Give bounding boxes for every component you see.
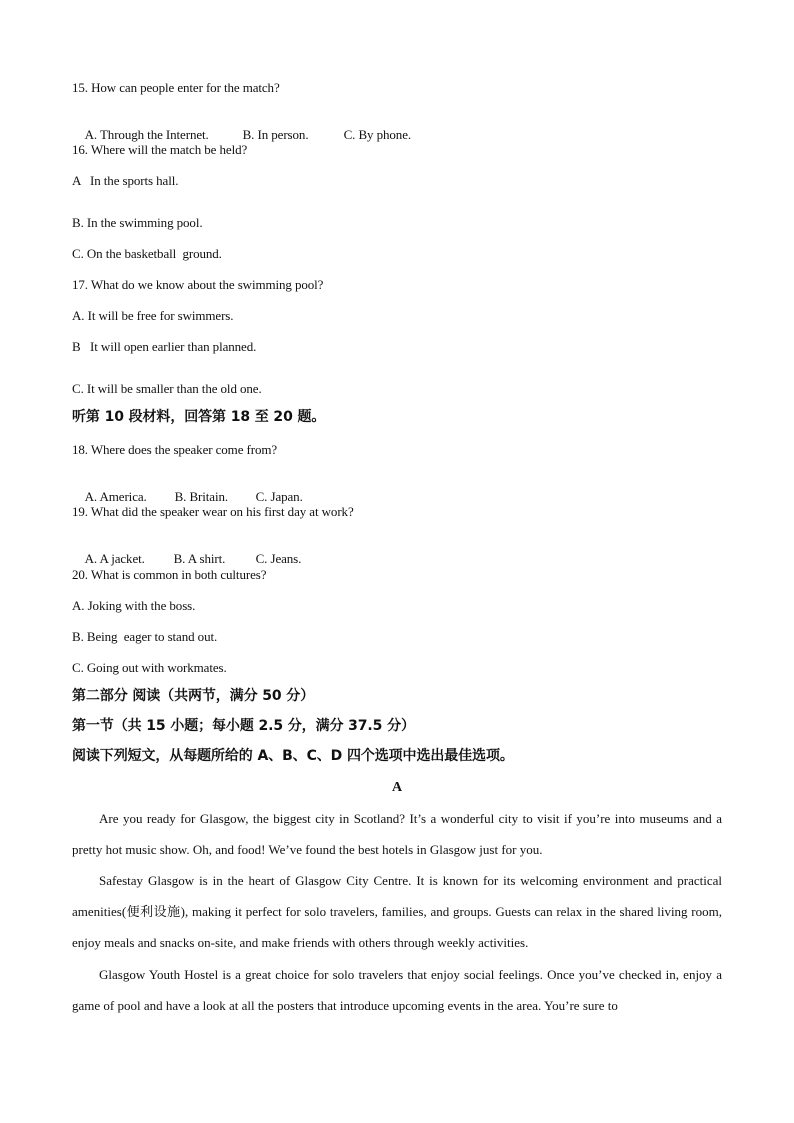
option-19-b: B. A shirt. <box>173 551 226 566</box>
reading-instruction: 阅读下列短文，从每题所给的 A、B、C、D 四个选项中选出最佳选项。 <box>72 748 514 764</box>
option-17-a: A. It will be free for swimmers. <box>72 308 234 323</box>
option-20-b: B. Being eager to stand out. <box>72 629 218 644</box>
passage-paragraph-3 <box>72 959 722 1021</box>
question-19: 19. What did the speaker wear on his first day at work? <box>72 504 354 519</box>
option-20-c: C. Going out with workmates. <box>72 660 227 675</box>
option-19-c: C. Jeans. <box>255 551 302 566</box>
option-15-c: C. By phone. <box>343 127 412 142</box>
question-16: 16. Where will the match be held? <box>72 142 248 157</box>
paragraph-2-text: Safestay Glasgow is in the heart of Glasgow City Centre. It is known for its welcoming environment and practical amenities(便利设施), making it perfect for solo travelers, families, and groups. Guests can relax in the shared living room, enjoy meals and snacks on-site, and make friends with others through weekly activities. <box>72 873 722 950</box>
option-16-c: C. On the basketball ground. <box>72 246 222 261</box>
option-17-b: B It will open earlier than planned. <box>72 339 257 354</box>
passage-paragraph-1 <box>72 803 722 865</box>
option-18-a: A. America. <box>84 489 147 504</box>
passage-label: A <box>391 780 403 795</box>
passage-paragraph-2 <box>72 865 722 958</box>
option-16-b: B. In the swimming pool. <box>72 215 203 230</box>
question-17: 17. What do we know about the swimming pool? <box>72 277 324 292</box>
paragraph-1-text: Are you ready for Glasgow, the biggest city in Scotland? It’s a wonderful city to visit if you’re into museums and a pretty hot music show. Oh, and food! We’ve found the best hotels in Glasgow just for you. <box>72 811 722 857</box>
paragraph-3-text: Glasgow Youth Hostel is a great choice for solo travelers that enjoy social feelings. Once you’ve checked in, enjoy a game of pool and have a look at all the posters that introduce upcoming events in the area. You’re sure to <box>72 967 722 1013</box>
option-18-c: C. Japan. <box>255 489 303 504</box>
option-20-a: A. Joking with the boss. <box>72 598 196 613</box>
option-15-a: A. Through the Internet. <box>84 127 209 142</box>
question-15: 15. How can people enter for the match? <box>72 80 280 95</box>
option-16-a: A In the sports hall. <box>72 173 179 188</box>
question-18: 18. Where does the speaker come from? <box>72 442 278 457</box>
option-18-b: B. Britain. <box>174 489 229 504</box>
option-15-b: B. In person. <box>242 127 309 142</box>
option-19-a: A. A jacket. <box>84 551 145 566</box>
listening-section-header: 听第 10 段材料，回答第 18 至 20 题。 <box>72 409 326 425</box>
reading-section-title: 第一节（共 15 小题；每小题 2.5 分，满分 37.5 分） <box>72 718 415 734</box>
reading-part-title: 第二部分 阅读（共两节，满分 50 分） <box>72 688 315 704</box>
option-17-c: C. It will be smaller than the old one. <box>72 381 262 396</box>
question-20: 20. What is common in both cultures? <box>72 567 267 582</box>
